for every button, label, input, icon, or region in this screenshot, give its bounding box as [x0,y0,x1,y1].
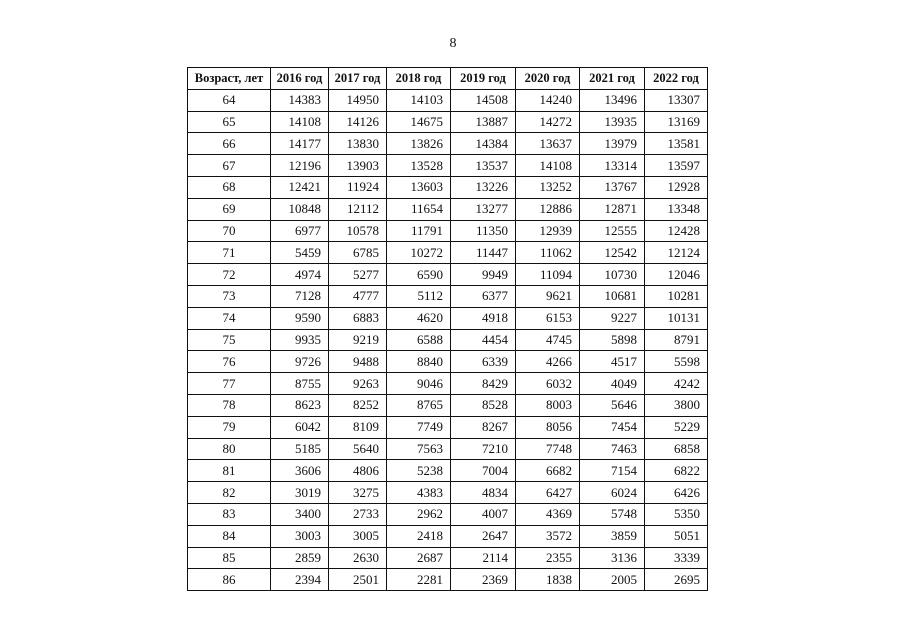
value-cell: 5350 [645,503,708,525]
value-cell: 13935 [580,111,645,133]
value-cell: 13307 [645,89,708,111]
value-cell: 4369 [516,503,580,525]
value-cell: 5640 [329,438,387,460]
value-cell: 9621 [516,285,580,307]
value-cell: 13603 [387,176,451,198]
value-cell: 4974 [271,264,329,286]
value-cell: 5229 [645,416,708,438]
value-cell: 8109 [329,416,387,438]
table-row [188,198,708,220]
value-cell: 8765 [387,394,451,416]
value-cell: 8429 [451,373,516,395]
age-cell: 68 [188,176,271,198]
value-cell: 3800 [645,394,708,416]
table-row [188,351,708,373]
value-cell: 14384 [451,133,516,155]
value-cell: 13637 [516,133,580,155]
table-row [188,569,708,591]
value-cell: 13830 [329,133,387,155]
value-cell: 5646 [580,394,645,416]
age-cell: 78 [188,394,271,416]
value-cell: 10578 [329,220,387,242]
value-cell: 4777 [329,285,387,307]
table-row [188,176,708,198]
value-cell: 4049 [580,373,645,395]
table-row [188,220,708,242]
value-cell: 10730 [580,264,645,286]
value-cell: 9949 [451,264,516,286]
value-cell: 10131 [645,307,708,329]
value-cell: 7154 [580,460,645,482]
value-cell: 9219 [329,329,387,351]
page-number: 8 [449,36,457,51]
value-cell: 4454 [451,329,516,351]
age-cell: 86 [188,569,271,591]
value-cell: 14177 [271,133,329,155]
value-cell: 13252 [516,176,580,198]
age-cell: 73 [188,285,271,307]
value-cell: 7463 [580,438,645,460]
value-cell: 2962 [387,503,451,525]
table-row [188,155,708,177]
age-cell: 79 [188,416,271,438]
table-row [188,242,708,264]
value-cell: 3275 [329,482,387,504]
value-cell: 7128 [271,285,329,307]
value-cell: 12046 [645,264,708,286]
value-cell: 2394 [271,569,329,591]
value-cell: 13277 [451,198,516,220]
value-cell: 13314 [580,155,645,177]
value-cell: 13887 [451,111,516,133]
age-cell: 84 [188,525,271,547]
value-cell: 10848 [271,198,329,220]
value-cell: 13226 [451,176,516,198]
value-cell: 13496 [580,89,645,111]
value-cell: 14126 [329,111,387,133]
value-cell: 12112 [329,198,387,220]
value-cell: 9726 [271,351,329,373]
table-row [188,264,708,286]
age-cell: 83 [188,503,271,525]
value-cell: 6682 [516,460,580,482]
age-cell: 67 [188,155,271,177]
value-cell: 6858 [645,438,708,460]
value-cell: 2369 [451,569,516,591]
value-cell: 5238 [387,460,451,482]
value-cell: 14240 [516,89,580,111]
value-cell: 6024 [580,482,645,504]
age-cell: 65 [188,111,271,133]
value-cell: 12196 [271,155,329,177]
value-cell: 5185 [271,438,329,460]
value-cell: 6427 [516,482,580,504]
value-cell: 13169 [645,111,708,133]
value-cell: 4007 [451,503,516,525]
column-header-year: 2017 год [329,68,387,90]
table-row [188,133,708,155]
table-row [188,482,708,504]
value-cell: 7210 [451,438,516,460]
value-cell: 4918 [451,307,516,329]
value-cell: 11924 [329,176,387,198]
value-cell: 2733 [329,503,387,525]
value-cell: 2355 [516,547,580,569]
value-cell: 13528 [387,155,451,177]
value-cell: 2501 [329,569,387,591]
table-row [188,503,708,525]
value-cell: 8267 [451,416,516,438]
value-cell: 11062 [516,242,580,264]
value-cell: 2647 [451,525,516,547]
column-header-year: 2016 год [271,68,329,90]
table-row [188,89,708,111]
value-cell: 3003 [271,525,329,547]
value-cell: 9488 [329,351,387,373]
value-cell: 14675 [387,111,451,133]
value-cell: 4834 [451,482,516,504]
value-cell: 11791 [387,220,451,242]
value-cell: 3136 [580,547,645,569]
value-cell: 5598 [645,351,708,373]
value-cell: 2630 [329,547,387,569]
table-row [188,547,708,569]
value-cell: 2859 [271,547,329,569]
value-cell: 9935 [271,329,329,351]
value-cell: 5748 [580,503,645,525]
value-cell: 7004 [451,460,516,482]
value-cell: 6785 [329,242,387,264]
value-cell: 3005 [329,525,387,547]
value-cell: 6339 [451,351,516,373]
value-cell: 5277 [329,264,387,286]
value-cell: 2005 [580,569,645,591]
value-cell: 6977 [271,220,329,242]
age-cell: 76 [188,351,271,373]
value-cell: 6590 [387,264,451,286]
age-cell: 85 [188,547,271,569]
table-row [188,394,708,416]
value-cell: 3400 [271,503,329,525]
value-cell: 13537 [451,155,516,177]
value-cell: 7563 [387,438,451,460]
value-cell: 8528 [451,394,516,416]
value-cell: 4745 [516,329,580,351]
value-cell: 7454 [580,416,645,438]
value-cell: 5112 [387,285,451,307]
value-cell: 3606 [271,460,329,482]
value-cell: 12421 [271,176,329,198]
table-row [188,285,708,307]
value-cell: 3572 [516,525,580,547]
value-cell: 7748 [516,438,580,460]
value-cell: 3859 [580,525,645,547]
value-cell: 5898 [580,329,645,351]
value-cell: 6426 [645,482,708,504]
value-cell: 2695 [645,569,708,591]
value-cell: 12871 [580,198,645,220]
age-cell: 74 [188,307,271,329]
age-cell: 71 [188,242,271,264]
value-cell: 13903 [329,155,387,177]
table-row [188,460,708,482]
column-header-age: Возраст, лет [188,68,271,90]
age-cell: 70 [188,220,271,242]
value-cell: 2687 [387,547,451,569]
value-cell: 14508 [451,89,516,111]
age-cell: 75 [188,329,271,351]
value-cell: 9227 [580,307,645,329]
value-cell: 12939 [516,220,580,242]
value-cell: 4266 [516,351,580,373]
value-cell: 12555 [580,220,645,242]
value-cell: 8252 [329,394,387,416]
value-cell: 8755 [271,373,329,395]
value-cell: 10272 [387,242,451,264]
column-header-year: 2020 год [516,68,580,90]
value-cell: 11094 [516,264,580,286]
value-cell: 8623 [271,394,329,416]
table-row [188,329,708,351]
age-cell: 81 [188,460,271,482]
value-cell: 9046 [387,373,451,395]
value-cell: 1838 [516,569,580,591]
value-cell: 11654 [387,198,451,220]
value-cell: 5459 [271,242,329,264]
value-cell: 6032 [516,373,580,395]
value-cell: 8056 [516,416,580,438]
age-cell: 66 [188,133,271,155]
value-cell: 14108 [516,155,580,177]
table-row [188,416,708,438]
value-cell: 10281 [645,285,708,307]
value-cell: 8791 [645,329,708,351]
value-cell: 12928 [645,176,708,198]
value-cell: 6153 [516,307,580,329]
age-cell: 80 [188,438,271,460]
age-cell: 77 [188,373,271,395]
value-cell: 14272 [516,111,580,133]
age-cell: 64 [188,89,271,111]
value-cell: 2114 [451,547,516,569]
age-cell: 69 [188,198,271,220]
value-cell: 13597 [645,155,708,177]
value-cell: 6042 [271,416,329,438]
value-cell: 13979 [580,133,645,155]
value-cell: 12428 [645,220,708,242]
value-cell: 14383 [271,89,329,111]
value-cell: 13581 [645,133,708,155]
value-cell: 7749 [387,416,451,438]
value-cell: 14108 [271,111,329,133]
value-cell: 4383 [387,482,451,504]
value-cell: 10681 [580,285,645,307]
table-header-row [188,68,708,90]
value-cell: 12542 [580,242,645,264]
value-cell: 8840 [387,351,451,373]
column-header-year: 2021 год [580,68,645,90]
value-cell: 11447 [451,242,516,264]
value-cell: 6822 [645,460,708,482]
value-cell: 6883 [329,307,387,329]
value-cell: 14103 [387,89,451,111]
value-cell: 5051 [645,525,708,547]
value-cell: 3339 [645,547,708,569]
table-body [188,89,708,590]
value-cell: 6377 [451,285,516,307]
value-cell: 4806 [329,460,387,482]
value-cell: 11350 [451,220,516,242]
column-header-year: 2022 год [645,68,708,90]
table-row [188,438,708,460]
value-cell: 3019 [271,482,329,504]
value-cell: 2281 [387,569,451,591]
value-cell: 4517 [580,351,645,373]
table-row [188,111,708,133]
value-cell: 4620 [387,307,451,329]
value-cell: 9263 [329,373,387,395]
age-cell: 82 [188,482,271,504]
value-cell: 13348 [645,198,708,220]
table-row [188,307,708,329]
value-cell: 9590 [271,307,329,329]
value-cell: 8003 [516,394,580,416]
value-cell: 12886 [516,198,580,220]
value-cell: 14950 [329,89,387,111]
column-header-year: 2018 год [387,68,451,90]
population-table [187,67,708,591]
value-cell: 6588 [387,329,451,351]
column-header-year: 2019 год [451,68,516,90]
age-cell: 72 [188,264,271,286]
value-cell: 4242 [645,373,708,395]
value-cell: 13826 [387,133,451,155]
table-row [188,525,708,547]
table-row [188,373,708,395]
value-cell: 12124 [645,242,708,264]
value-cell: 2418 [387,525,451,547]
value-cell: 13767 [580,176,645,198]
